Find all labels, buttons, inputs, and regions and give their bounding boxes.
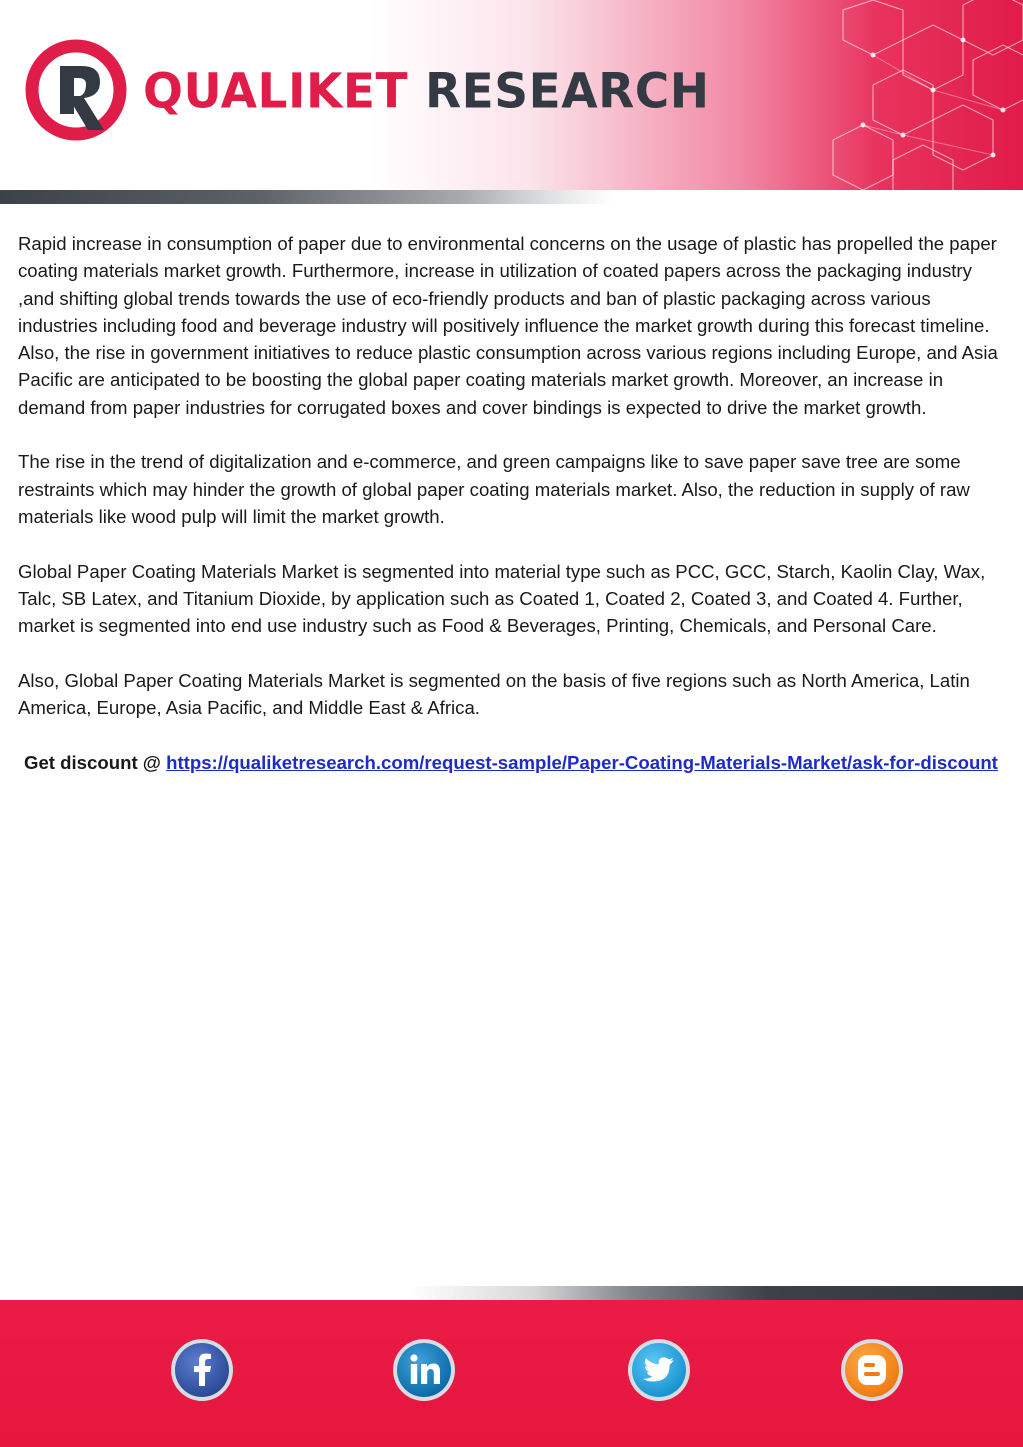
brand-name bbox=[143, 59, 710, 124]
discount-cta bbox=[18, 749, 1008, 776]
article-body bbox=[18, 230, 1008, 803]
twitter-icon[interactable] bbox=[627, 1338, 691, 1402]
footer-divider-stripe bbox=[0, 1286, 1023, 1300]
blogger-icon[interactable] bbox=[840, 1338, 904, 1402]
brand-name-part2: RESEARCH bbox=[424, 63, 710, 120]
discount-label: Get discount @ bbox=[24, 751, 167, 773]
paragraph-restraints: The rise in the trend of digitalization and e-commerce, and green campaigns like to save paper save tree are some restraints which may hinder the growth of global paper coating materials market. Also, the reduction in supply of raw materials like wood pulp will limit the market growth. bbox=[18, 451, 970, 527]
header-divider-stripe bbox=[0, 190, 1023, 204]
qualiket-logo-icon bbox=[20, 34, 132, 146]
discount-link[interactable]: https://qualiketresearch.com/request-sample/Paper-Coating-Materials-Market/ask-for-discount bbox=[166, 751, 998, 773]
header-banner bbox=[0, 0, 1023, 190]
paragraph-regions: Also, Global Paper Coating Materials Market is segmented on the basis of five regions such as North America, Latin America, Europe, Asia Pacific, and Middle East & Africa. bbox=[18, 669, 970, 719]
facebook-icon[interactable] bbox=[170, 1338, 234, 1402]
linkedin-icon[interactable] bbox=[392, 1338, 456, 1402]
brand-name-part1: QUALIKET bbox=[143, 63, 409, 120]
paragraph-intro: Rapid increase in consumption of paper due to environmental concerns on the usage of plastic has propelled the paper coating materials market growth. Furthermore, increase in utilization of coated papers across the packaging industry ,and shifting global trends towards the use of eco-friendly products and ban of plastic packaging across various industries including food and beverage industry will positively influence the market growth during this forecast timeline. Also, the rise in government initiatives to reduce plastic consumption across various regions including Europe, and Asia Pacific are anticipated to be boosting the global paper coating materials market growth. Moreover, an increase in demand from paper industries for corrugated boxes and cover bindings is expected to drive the market growth. bbox=[18, 233, 998, 418]
paragraph-segmentation: Global Paper Coating Materials Market is segmented into material type such as PCC, GCC, Starch, Kaolin Clay, Wax, Talc, SB Latex, and Titanium Dioxide, by application such as Coated 1, Coated 2, Coated 3, and Coated 4. Further, market is segmented into end use industry such as Food & Beverages, Printing, Chemicals, and Personal Care. bbox=[18, 560, 986, 637]
